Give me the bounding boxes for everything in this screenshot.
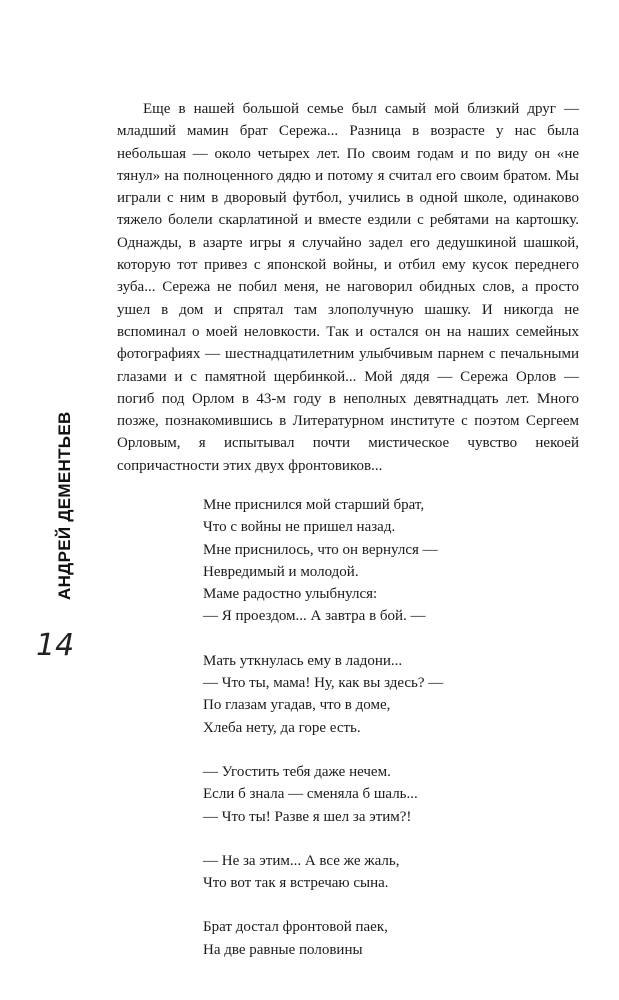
- poem-line: — Не за этим... А все же жаль,: [203, 852, 400, 869]
- running-head-author: АНДРЕЙ ДЕМЕНТЬЕВ: [55, 411, 74, 600]
- poem-stanza-4: [203, 850, 543, 895]
- poem: [203, 494, 543, 983]
- poem-line: — Я проездом... А завтра в бой. —: [203, 608, 426, 625]
- poem-stanza-5: [203, 916, 543, 961]
- poem-line: Невредимый и молодой.: [203, 563, 359, 580]
- poem-line: Мать уткнулась ему в ладони...: [203, 652, 403, 669]
- prose-block: [117, 98, 579, 477]
- poem-line: — Что ты, мама! Ну, как вы здесь? —: [203, 675, 444, 692]
- poem-line: — Угостить тебя даже нечем.: [203, 763, 391, 780]
- poem-line: Мне приснилось, что он вернулся —: [203, 541, 438, 558]
- poem-line: Если б знала — сменяла б шаль...: [203, 786, 418, 803]
- poem-stanza-2: [203, 650, 543, 739]
- poem-line: Что с войны не пришел назад.: [203, 519, 396, 536]
- poem-line: Что вот так я встречаю сына.: [203, 875, 389, 892]
- poem-stanza-1: [203, 494, 543, 628]
- poem-line: Брат достал фронтовой паек,: [203, 919, 388, 936]
- prose-paragraph: Еще в нашей большой семье был самый мой близкий друг — младший мамин брат Сережа... Разница в возрасте у нас была небольшая — около четырех лет. По своим годам и по виду он «не тянул» на полноценного дядю и потому я считал его своим братом. Мы играли с ним в дворовый футбол, учились в одной школе, одинаково тяжело болели скарлатиной и вместе ездили с ребятами на картошку. Однажды, в азарте игры я случайно задел его дедушкиной шашкой, которую тот привез с японской войны, и отбил ему кусок переднего зуба... Сережа не побил меня, не наговорил обидных слов, а просто ушел в дом и спрятал там злополучную шашку. И никогда не вспоминал о моей неловкости. Так и остался он на наших семейных фотографиях — шестнадцатилетним улыбчивым парнем с печальными глазами и с памятной щербинкой... Мой дядя — Сережа Орлов — погиб под Орлом в 43-м году в неполных девятнадцать лет. Много позже, познакомившись в Литературном институте с поэтом Сергеем Орловым, я испытывал почти мистическое чувство некоей сопричастности этих двух фронтовиков...: [117, 101, 579, 474]
- page-number: 14: [36, 628, 75, 663]
- poem-line: Хлеба нету, да горе есть.: [203, 719, 361, 736]
- poem-line: — Что ты! Разве я шел за этим?!: [203, 808, 412, 825]
- poem-stanza-3: [203, 761, 543, 828]
- poem-line: На две равные половины: [203, 941, 363, 958]
- poem-line: Мне приснился мой старший брат,: [203, 497, 425, 513]
- poem-line: По глазам угадав, что в доме,: [203, 697, 391, 714]
- poem-line: Маме радостно улыбнулся:: [203, 586, 378, 603]
